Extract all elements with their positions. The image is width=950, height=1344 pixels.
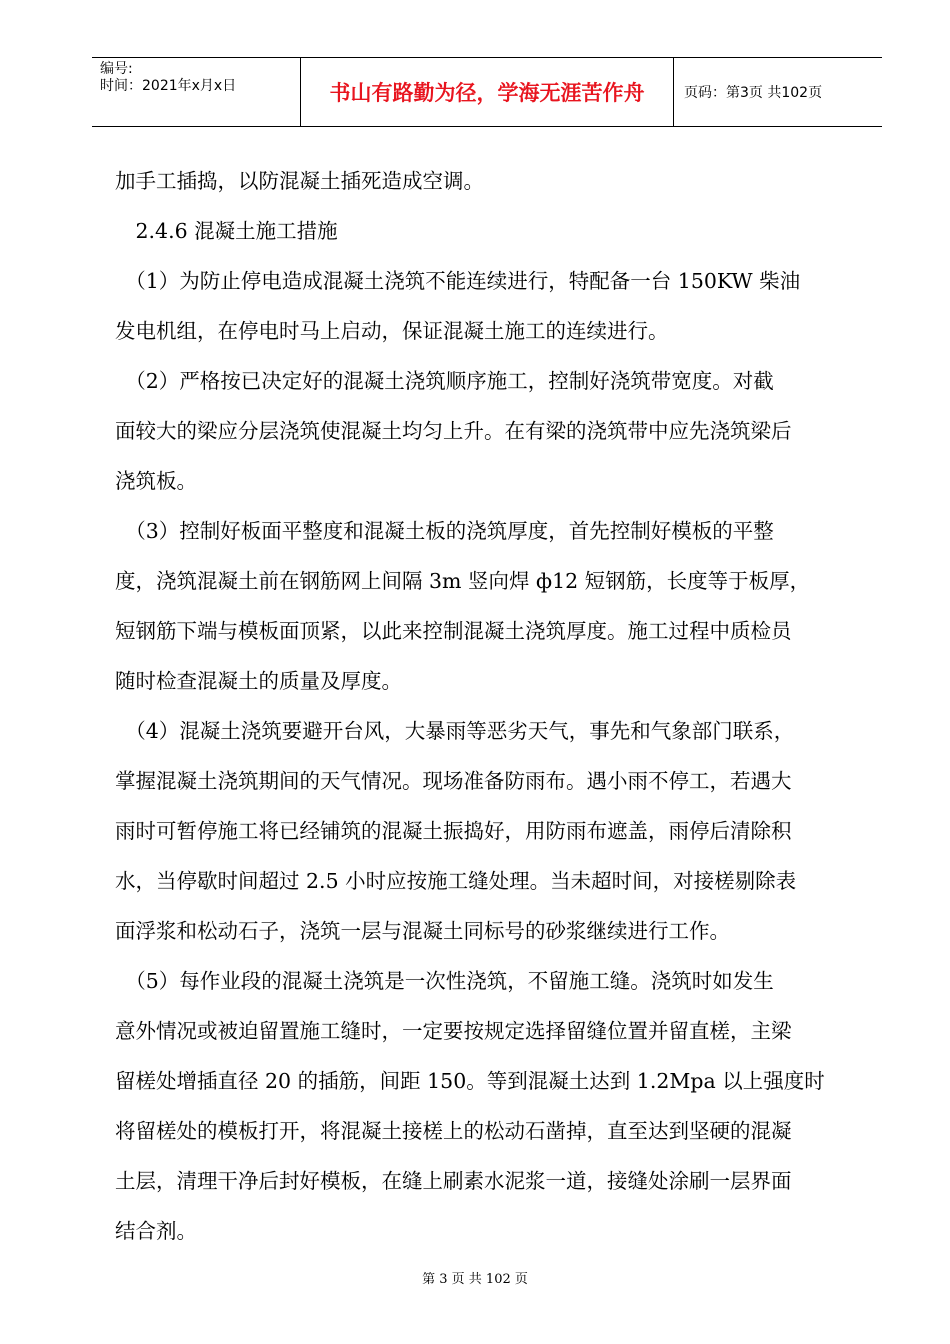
body-line: 土层，清理干净后封好模板，在缝上刷素水泥浆一道，接缝处涂刷一层界面: [115, 1169, 792, 1193]
body-line: 发电机组，在停电时马上启动，保证混凝土施工的连续进行。: [115, 319, 669, 343]
body-line: （5）每作业段的混凝土浇筑是一次性浇筑，不留施工缝。浇筑时如发生: [115, 969, 774, 993]
document-body: [115, 156, 875, 1256]
body-line: 短钢筋下端与模板面顶紧，以此来控制混凝土浇筑厚度。施工过程中质检员: [115, 619, 792, 643]
page-header: [92, 57, 882, 127]
page-footer: 第 3 页 共 102 页: [422, 1272, 528, 1287]
header-page-info: 页码：第3页 共102页: [684, 85, 823, 101]
body-line: 浇筑板。: [115, 469, 197, 493]
section-heading: 2.4.6 混凝土施工措施: [115, 219, 338, 243]
body-line: （1）为防止停电造成混凝土浇筑不能连续进行，特配备一台 150KW 柴油: [115, 269, 801, 293]
body-line: （2）严格按已决定好的混凝土浇筑顺序施工，控制好浇筑带宽度。对截: [115, 369, 774, 393]
body-line: 结合剂。: [115, 1219, 197, 1243]
body-line: （3）控制好板面平整度和混凝土板的浇筑厚度，首先控制好模板的平整: [115, 519, 774, 543]
header-meta-cell: [92, 58, 301, 126]
body-line: 留槎处增插直径 20 的插筋，间距 150。等到混凝土达到 1.2Mpa 以上强度时: [115, 1069, 825, 1093]
document-number-label: 编号:: [100, 61, 133, 77]
body-line: 随时检查混凝土的质量及厚度。: [115, 669, 402, 693]
body-line: 加手工插捣，以防混凝土插死造成空调。: [115, 169, 484, 193]
body-line: 面浮浆和松动石子，浇筑一层与混凝土同标号的砂浆继续进行工作。: [115, 919, 730, 943]
body-line: 面较大的梁应分层浇筑使混凝土均匀上升。在有梁的浇筑带中应先浇筑梁后: [115, 419, 792, 443]
body-line: （4）混凝土浇筑要避开台风，大暴雨等恶劣天气，事先和气象部门联系，: [115, 719, 795, 743]
header-motto: 书山有路勤为径，学海无涯苦作舟: [301, 58, 674, 126]
body-line: 意外情况或被迫留置施工缝时，一定要按规定选择留缝位置并留直槎，主梁: [115, 1019, 792, 1043]
body-line: 雨时可暂停施工将已经铺筑的混凝土振捣好，用防雨布遮盖，雨停后清除积: [115, 819, 792, 843]
document-date: 时间：2021年x月x日: [100, 78, 237, 94]
body-line: 将留槎处的模板打开，将混凝土接槎上的松动石凿掉，直至达到坚硬的混凝: [115, 1119, 792, 1143]
body-line: 度，浇筑混凝土前在钢筋网上间隔 3m 竖向焊 ф12 短钢筋，长度等于板厚，: [115, 569, 811, 593]
body-line: 水，当停歇时间超过 2.5 小时应按施工缝处理。当未超时间，对接槎剔除表: [115, 869, 797, 893]
body-line: 掌握混凝土浇筑期间的天气情况。现场准备防雨布。遇小雨不停工，若遇大: [115, 769, 792, 793]
